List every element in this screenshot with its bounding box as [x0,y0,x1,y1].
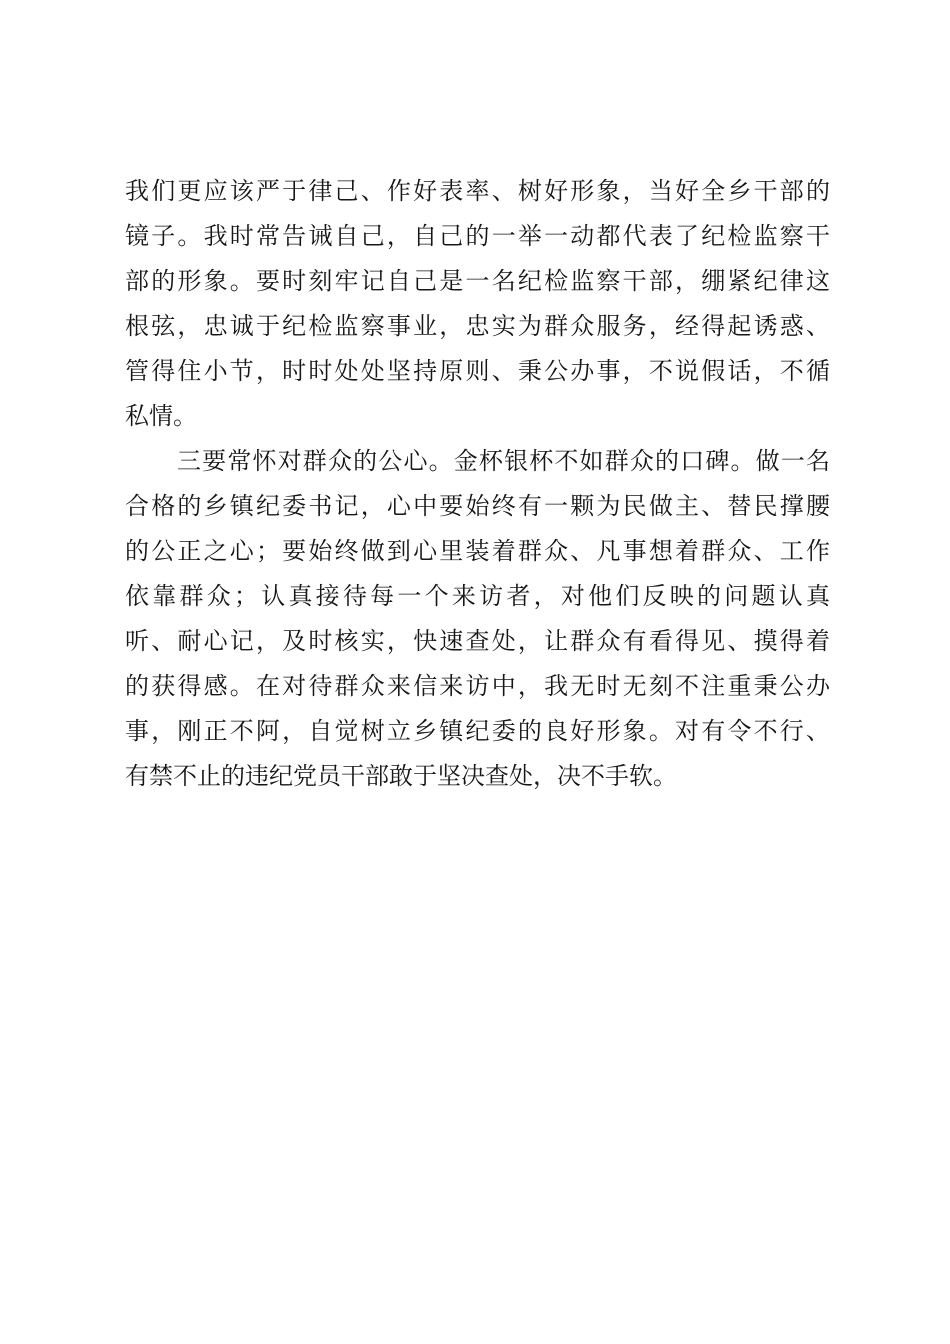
text-line: 管得住小节，时时处处坚持原则、秉公办事，不说假话，不循 [125,359,830,385]
paragraph [125,440,830,800]
text-line: 三要常怀对群众的公心。金杯银杯不如群众的口碑。做一名 [177,449,830,475]
text-line: 镜子。我时常告诫自己，自己的一举一动都代表了纪检监察干 [125,224,830,250]
paragraph [125,170,830,440]
text-line: 部的形象。要时刻牢记自己是一名纪检监察干部，绷紧纪律这 [125,269,830,295]
text-line: 私情。 [125,404,197,430]
text-line: 我们更应该严于律己、作好表率、树好形象，当好全乡干部的 [125,179,830,205]
text-line: 的公正之心；要始终做到心里装着群众、凡事想着群众、工作 [125,539,830,565]
text-line: 依靠群众；认真接待每一个来访者，对他们反映的问题认真 [125,584,830,610]
text-line: 事，刚正不阿，自觉树立乡镇纪委的良好形象。对有令不行、 [125,719,830,745]
text-line: 有禁不止的违纪党员干部敢于坚决查处，决不手软。 [125,764,677,790]
text-line: 的获得感。在对待群众来信来访中，我无时无刻不注重秉公办 [125,674,830,700]
text-line: 合格的乡镇纪委书记，心中要始终有一颗为民做主、替民撑腰 [125,494,830,520]
text-line: 听、耐心记，及时核实，快速查处，让群众有看得见、摸得着 [125,629,830,655]
text-block [125,170,830,800]
text-line: 根弦，忠诚于纪检监察事业，忠实为群众服务，经得起诱惑、 [125,314,830,340]
